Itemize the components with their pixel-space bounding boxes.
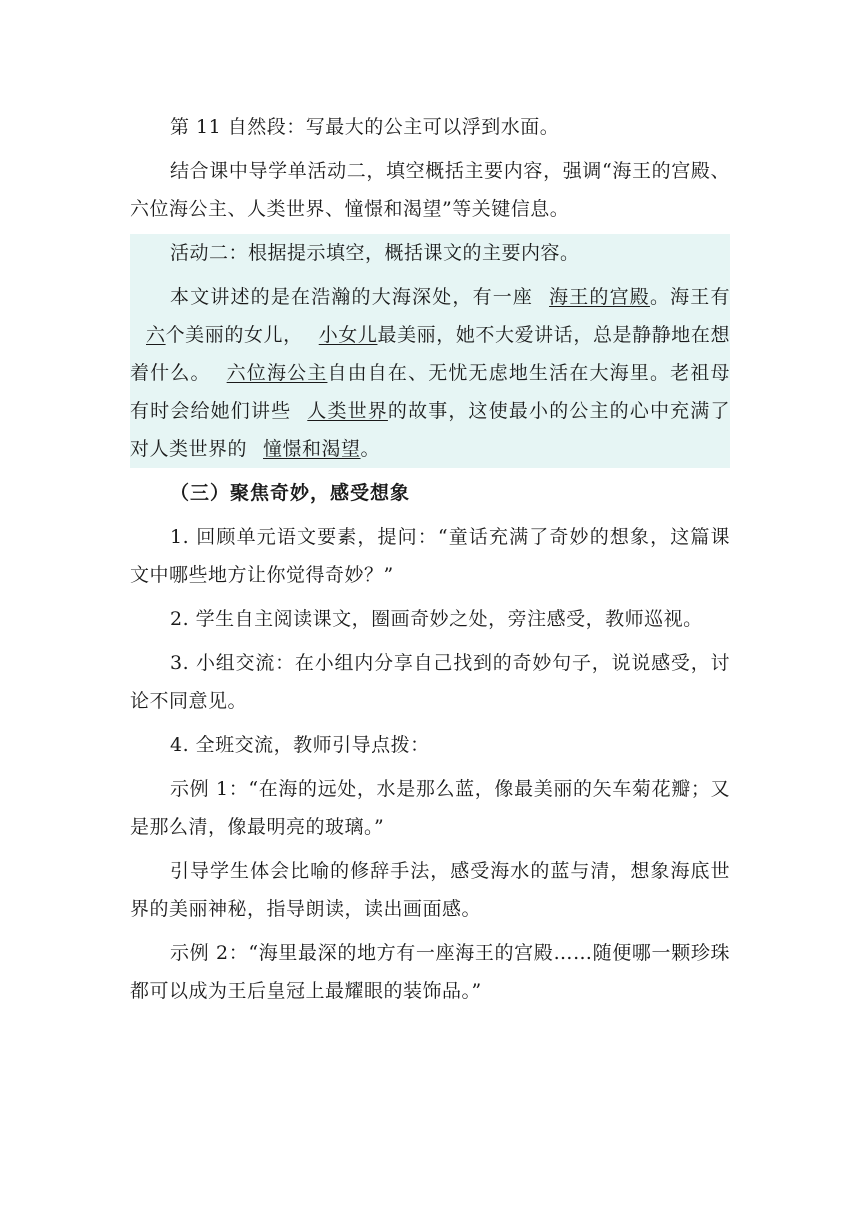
step-4-paragraph: 4. 全班交流，教师引导点拨： xyxy=(170,734,430,756)
fill-text-segment: 本文讲述的是在浩瀚的大海深处，有一座 xyxy=(170,286,534,308)
guidance-paragraph: 引导学生体会比喻的修辞手法，感受海水的蓝与清，想象海底世界的美丽神秘，指导朗读，读出画面感。 xyxy=(130,860,730,920)
example-1-paragraph: 示例 1：“在海的远处，水是那么蓝，像最美丽的矢车菊花瓣；又是那么清，像最明亮的玻璃。” xyxy=(130,778,730,838)
paragraph-section-11: 第 11 自然段：写最大的公主可以浮到水面。 xyxy=(170,116,560,138)
fill-text-segment: 的故事，这使最小的公主的心中充满了对人类世界的 xyxy=(130,400,730,460)
step-2-paragraph: 2. 学生自主阅读课文，圈画奇妙之处，旁注感受，教师巡视。 xyxy=(170,608,703,630)
document-page xyxy=(130,108,730,1016)
fill-blank-answer: 人类世界 xyxy=(307,400,388,422)
step-3-paragraph: 3. 小组交流：在小组内分享自己找到的奇妙句子，说说感受，讨论不同意见。 xyxy=(130,652,730,712)
example-2-paragraph: 示例 2：“海里最深的地方有一座海王的宫殿……随便哪一颗珍珠都可以成为王后皇冠上最耀眼的装饰品。” xyxy=(130,942,730,1002)
activity-two-fill-in-text xyxy=(130,278,730,468)
fill-blank-answer: 小女儿 xyxy=(318,324,378,346)
section-heading-three: （三）聚焦奇妙，感受想象 xyxy=(170,482,411,504)
fill-text-segment: 个美丽的女儿， xyxy=(165,324,303,346)
fill-blank-answer: 憧憬和渴望 xyxy=(263,438,361,460)
fill-text-segment: 。海王有 xyxy=(649,286,730,308)
activity-two-title: 活动二：根据提示填空，概括课文的主要内容。 xyxy=(170,242,580,264)
fill-blank-answer: 海王的宫殿 xyxy=(549,286,650,308)
fill-text-segment: 最美丽，她不大爱讲话，总是静静地在想着什么。 xyxy=(130,324,730,384)
fill-blank-answer: 六 xyxy=(146,324,166,346)
activity-two-box xyxy=(130,234,730,468)
fill-text-segment: 。 xyxy=(360,438,381,460)
paragraph-activity-guide: 结合课中导学单活动二，填空概括主要内容，强调“海王的宫殿、六位海公主、人类世界、憧憬和渴望”等关键信息。 xyxy=(130,160,730,220)
step-1-paragraph: 1. 回顾单元语文要素，提问：“童话充满了奇妙的想象，这篇课文中哪些地方让你觉得奇妙？” xyxy=(130,526,730,586)
fill-text-segment: 自由自在、无忧无虑地生活在大海里。老祖母有时会给她们讲些 xyxy=(130,362,730,422)
fill-blank-answer: 六位海公主 xyxy=(226,362,328,384)
